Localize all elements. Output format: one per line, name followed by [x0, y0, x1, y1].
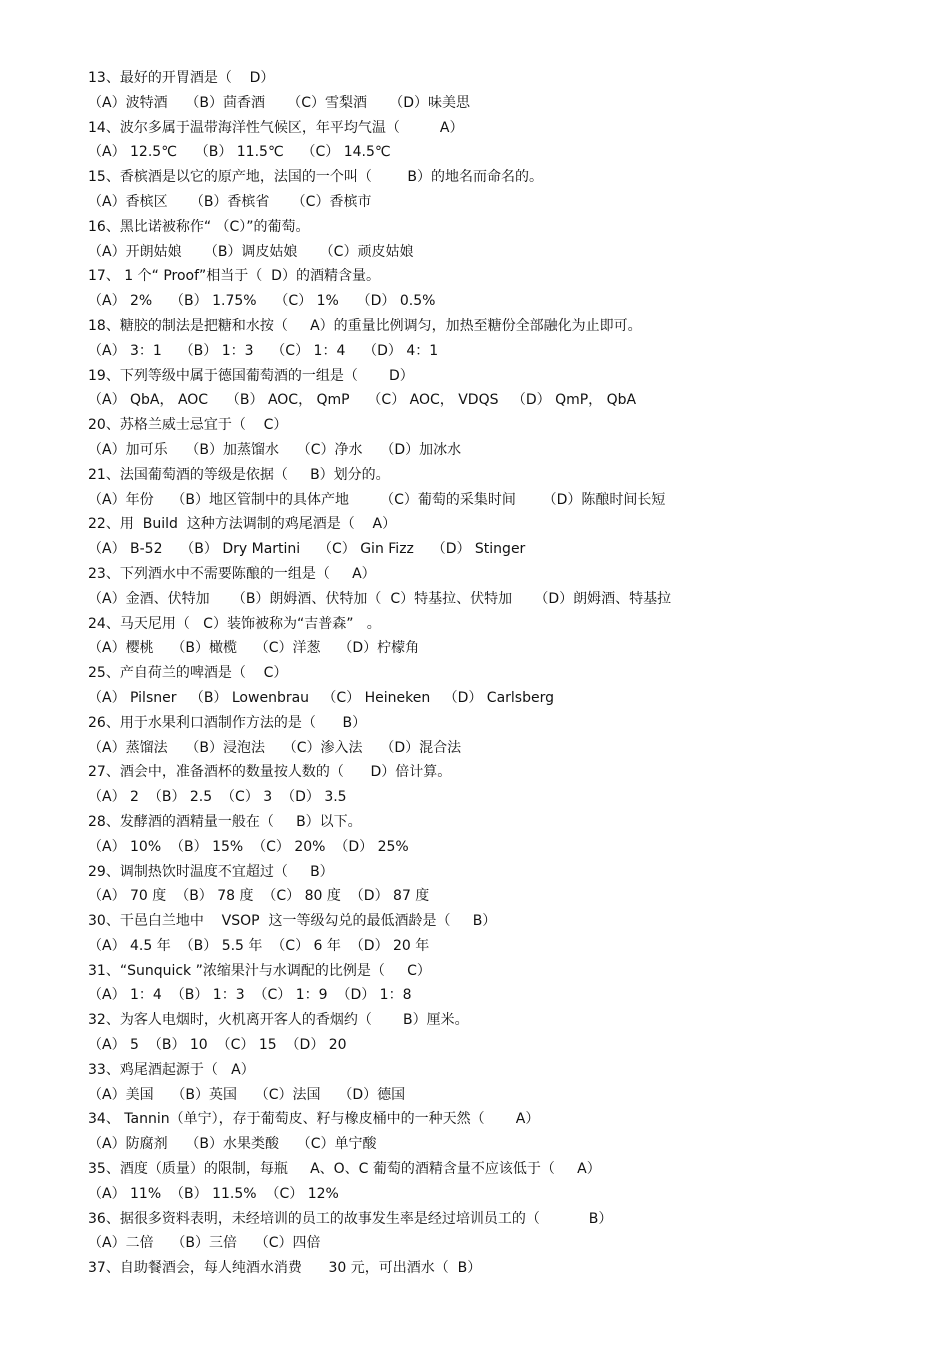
- question-item: [88, 66, 928, 116]
- question-options: （A） 70 度 （B） 78 度 （C） 80 度 （D） 87 度: [88, 888, 430, 905]
- question-options: （A） 3：1 （B） 1：3 （C） 1：4 （D） 4：1: [88, 342, 439, 359]
- question-item: [88, 1008, 928, 1058]
- question-stem: 23、下列酒水中不需要陈酿的一组是（ A）: [88, 565, 376, 582]
- question-stem: 37、自助餐酒会，每人纯酒水消费 30 元，可出酒水（ B）: [88, 1260, 482, 1277]
- question-options: （A） Pilsner （B） Lowenbrau （C） Heineken （D） Carlsberg: [88, 689, 554, 706]
- question-options: （A）防腐剂 （B）水果类酸 （C）单宁酸: [88, 1136, 377, 1153]
- question-options: （A） 2 （B） 2.5 （C） 3 （D） 3.5: [88, 789, 347, 806]
- question-options: （A）蒸馏法 （B）浸泡法 （C）渗入法 （D）混合法: [88, 739, 462, 756]
- question-stem: 36、据很多资料表明，未经培训的员工的故事发生率是经过培训员工的（ B）: [88, 1210, 613, 1227]
- question-stem: 26、用于水果利口酒制作方法的是（ B）: [88, 714, 367, 731]
- question-item: [88, 413, 928, 463]
- question-stem: 29、调制热饮时温度不宜超过（ B）: [88, 863, 334, 880]
- question-item: [88, 760, 928, 810]
- question-item: [88, 512, 928, 562]
- question-item: [88, 1058, 928, 1108]
- question-options: （A） 4.5 年 （B） 5.5 年 （C） 6 年 （D） 20 年: [88, 937, 430, 954]
- question-stem: 20、苏格兰威士忌宜于（ C）: [88, 417, 288, 434]
- question-item: [88, 612, 928, 662]
- question-options: （A）樱桃 （B）橄榄 （C）洋葱 （D）柠檬角: [88, 640, 420, 657]
- question-stem: 17、 1 个“ Proof”相当于（ D）的酒精含量。: [88, 268, 380, 285]
- question-stem: 21、法国葡萄酒的等级是依据（ B）划分的。: [88, 466, 390, 483]
- question-options: （A） 10% （B） 15% （C） 20% （D） 25%: [88, 838, 409, 855]
- question-item: [88, 711, 928, 761]
- question-stem: 32、为客人电烟时，火机离开客人的香烟约（ B）厘米。: [88, 1012, 469, 1029]
- question-stem: 24、马天尼用（ C）装饰被称为“吉普森” 。: [88, 615, 381, 632]
- question-stem: 22、用 Build 这种方法调制的鸡尾酒是（ A）: [88, 516, 397, 533]
- question-item: [88, 909, 928, 959]
- question-options: （A）年份 （B）地区管制中的具体产地 （C）葡萄的采集时间 （D）陈酿时间长短: [88, 491, 666, 508]
- question-options: （A） B-52 （B） Dry Martini （C） Gin Fizz （D） Stinger: [88, 541, 526, 558]
- question-item: [88, 463, 928, 513]
- question-options: （A） 5 （B） 10 （C） 15 （D） 20: [88, 1037, 347, 1054]
- document-body: [88, 66, 928, 1281]
- question-item: [88, 215, 928, 265]
- question-stem: 27、酒会中，准备酒杯的数量按人数的（ D）倍计算。: [88, 764, 452, 781]
- question-item: [88, 661, 928, 711]
- question-item: [88, 1107, 928, 1157]
- question-item: [88, 364, 928, 414]
- question-options: （A）香槟区 （B）香槟省 （C）香槟市: [88, 193, 372, 210]
- question-options: （A）二倍 （B）三倍 （C）四倍: [88, 1235, 321, 1252]
- question-stem: 19、下列等级中属于德国葡萄酒的一组是（ D）: [88, 367, 414, 384]
- question-options: （A）美国 （B）英国 （C）法国 （D）德国: [88, 1086, 406, 1103]
- question-item: [88, 959, 928, 1009]
- question-stem: 35、酒度（质量）的限制，每瓶 A、O、C 葡萄的酒精含量不应该低于（ A）: [88, 1161, 601, 1178]
- question-item: [88, 860, 928, 910]
- question-options: （A）开朗姑娘 （B）调皮姑娘 （C）顽皮姑娘: [88, 243, 414, 260]
- question-options: （A） 12.5℃ （B） 11.5℃ （C） 14.5℃: [88, 144, 391, 161]
- question-options: （A） 1：4 （B） 1：3 （C） 1：9 （D） 1：8: [88, 987, 412, 1004]
- question-item: [88, 116, 928, 166]
- question-stem: 33、鸡尾酒起源于（ A）: [88, 1061, 255, 1078]
- question-stem: 16、黑比诺被称作“ （C）”的葡萄。: [88, 218, 310, 235]
- question-stem: 25、产自荷兰的啤酒是（ C）: [88, 665, 288, 682]
- question-options: （A）波特酒 （B）茴香酒 （C）雪梨酒 （D）味美思: [88, 94, 471, 111]
- question-item: [88, 165, 928, 215]
- question-options: （A） 2% （B） 1.75% （C） 1% （D） 0.5%: [88, 293, 436, 310]
- question-item: [88, 810, 928, 860]
- question-options: （A） 11% （B） 11.5% （C） 12%: [88, 1185, 339, 1202]
- question-item: [88, 1207, 928, 1257]
- question-stem: 13、最好的开胃酒是（ D）: [88, 70, 275, 86]
- question-item: [88, 562, 928, 612]
- question-options: （A） QbA， AOC （B） AOC， QmP （C） AOC， VDQS （D） QmP， QbA: [88, 392, 637, 409]
- question-stem: 28、发酵酒的酒精量一般在（ B）以下。: [88, 813, 362, 830]
- question-stem: 14、波尔多属于温带海洋性气候区，年平均气温（ A）: [88, 119, 464, 136]
- question-stem: 30、干邑白兰地中 VSOP 这一等级勾兑的最低酒龄是（ B）: [88, 913, 497, 930]
- question-item: [88, 314, 928, 364]
- question-stem: 34、 Tannin（单宁），存于葡萄皮、籽与橡皮桶中的一种天然（ A）: [88, 1111, 540, 1128]
- question-item: [88, 1157, 928, 1207]
- question-stem: 31、“Sunquick ”浓缩果汁与水调配的比例是（ C）: [88, 962, 431, 979]
- question-options: （A）加可乐 （B）加蒸馏水 （C）净水 （D）加冰水: [88, 441, 462, 458]
- question-options: （A）金酒、伏特加 （B）朗姆酒、伏特加（ C）特基拉、伏特加 （D）朗姆酒、特基拉: [88, 590, 672, 607]
- question-stem: 18、糖胶的制法是把糖和水按（ A）的重量比例调匀，加热至糖份全部融化为止即可。: [88, 317, 642, 334]
- question-item: [88, 264, 928, 314]
- question-stem: 15、香槟酒是以它的原产地，法国的一个叫（ B）的地名而命名的。: [88, 169, 544, 186]
- question-item: [88, 1256, 928, 1281]
